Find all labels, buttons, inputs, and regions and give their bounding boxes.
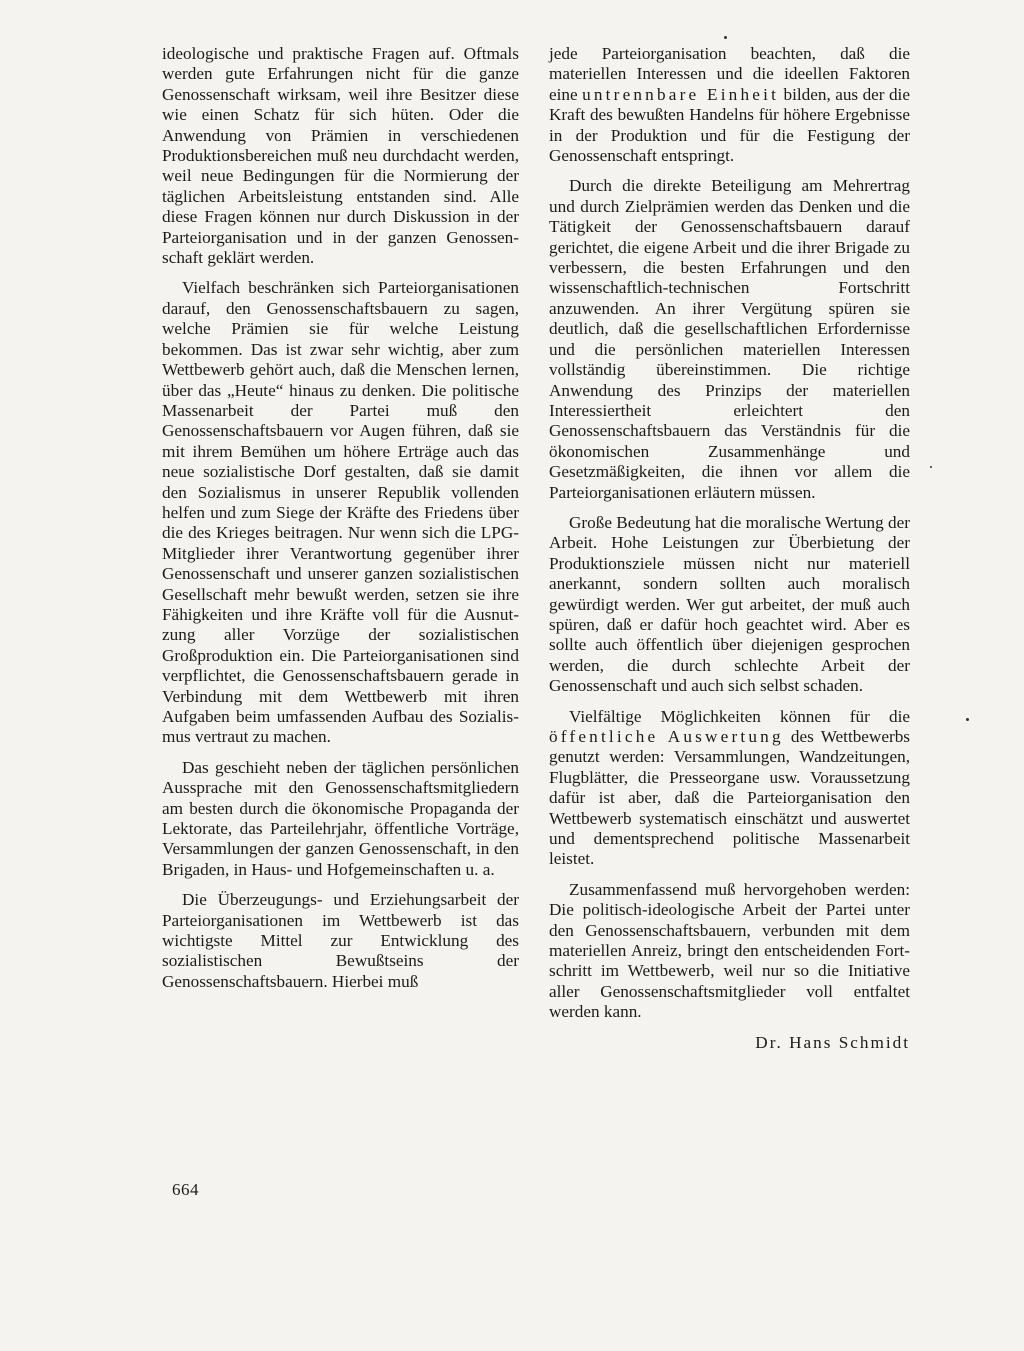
print-speck <box>966 718 969 721</box>
paragraph: Große Bedeutung hat die moralische Wertung der Arbeit. Hohe Leistungen zur Überbietung der Produktionsziele müssen nicht nur materiell anerkannt, sondern sollten auch moralisch gewürdigt werden. Wer gut arbeitet, der muß auch spüren, daß er dafür hoch geachtet wird. Aber es sollte auch öffentlich über diejenigen gesprochen werden, die durch schlechte Arbeit der Genossenschaft und auch sich selbst schaden. <box>549 512 910 696</box>
paragraph: ideologische und praktische Fragen auf. Oftmals werden gute Erfahrungen nicht für die ganze Genossenschaft wirksam, weil ihre Besitzer diese wie einen Schatz für sich hüten. Oder die Anwendung von Prämien in verschiedenen Produktionsbereichen muß neu durchdacht werden, weil neue Bedingungen für die Normierung der täglichen Arbeitsleistung entstanden sind. Alle diese Fragen können nur durch Diskussion in der Parteiorganisation und in der ganzen Genossenschaft geklärt werden. <box>162 44 519 268</box>
paragraph <box>549 707 910 870</box>
paragraph: Die Überzeugungs- und Erziehungsarbeit der Parteiorganisationen im Wettbewerb ist das wichtigste Mittel zur Entwicklung des sozialistischen Bewußtseins der Genossenschaftsbauern. Hierbei muß <box>162 890 519 991</box>
emphasis-spaced: öffentliche Auswertung <box>549 727 784 746</box>
author-signature: Dr. Hans Schmidt <box>755 1032 910 1052</box>
paragraph: Vielfach beschränken sich Parteiorganisationen darauf, den Genossenschaftsbauern zu sagen, welche Prämien sie für welche Leistung bekommen. Das ist zwar sehr wichtig, aber zum Wettbewerb gehört auch, daß die Menschen lernen, über das „Heute“ hinaus zu denken. Die politische Massenarbeit der Partei muß den Genossenschaftsbauern vor Augen führen, daß sie mit ihrem Bemühen um höhere Erträge auch das neue sozialistische Dorf gestalten, daß sie damit den Sozialismus in unserer Republik vollenden helfen und zum Siege der Kräfte des Friedens über die des Krieges beitragen. Nur wenn sich die LPG-Mitglieder ihrer Verantwortung gegenüber ihrer Genossenschaft und unserer ganzen sozialistischen Gesellschaft mehr bewußt werden, setzen sie ihre Fähigkeiten und ihre Kräfte voll für die Ausnutzung aller Vorzüge der sozialistischen Großproduktion ein. Die Parteiorganisationen sind verpflichtet, die Genossenschaftsbauern gerade in Verbindung mit dem Wettbewerb mit ihren Aufgaben beim umfassenden Aufbau des Sozialismus vertraut zu machen. <box>162 278 519 747</box>
text-run: jede Parteiorganisation beachten, daß die materiellen Interessen und die ideellen Faktoren eine <box>549 44 910 104</box>
print-speck <box>930 466 932 468</box>
paragraph <box>549 44 910 166</box>
page-number: 664 <box>172 1180 199 1199</box>
paragraph: Das geschieht neben der täglichen persönlichen Aussprache mit den Genossenschaftsmitgliedern am besten durch die ökonomische Propaganda der Lektorate, das Parteilehrjahr, öffentliche Vorträge, Versammlungen der ganzen Genossenschaft, in den Brigaden, in Haus- und Hofgemeinschaften u. a. <box>162 757 519 879</box>
text-run: des Wettbewerbs genutzt werden: Versammlungen, Wandzeitungen, Flugblätter, die Presseorgane usw. Voraussetzung dafür ist aber, daß die Parteiorganisation den Wettbewerb systematisch einschätzt und auswertet und dementsprechend politische Massenarbeit leistet. <box>549 727 910 869</box>
right-column <box>549 44 910 1063</box>
emphasis-spaced: untrennbare Einheit <box>582 84 780 104</box>
paragraph: Zusammenfassend muß hervorgehoben werden: Die politisch-ideologische Arbeit der Partei unter den Genossenschaftsbauern, verbunden mit dem materiellen Anreiz, bringt den entscheidenden Fortschritt im Wettbewerb, weil nur so die Initiative aller Genossenschaftsmitglieder voll entfaltet werden kann. <box>549 879 910 1022</box>
left-column <box>162 44 519 1002</box>
text-run: Vielfältige Möglichkeiten können für die <box>569 706 910 726</box>
text-run: bilden, aus der die Kraft des bewußten Handelns für höhere Ergebnisse in der Produktion und für die Festigung der Genossenschaft entspringt. <box>549 84 910 166</box>
paragraph: Durch die direkte Beteiligung am Mehrertrag und durch Zielprämien werden das Denken und die Tätigkeit der Genossenschaftsbauern darauf gerichtet, die eigene Arbeit und die ihrer Brigade zu verbessern, die besten Erfahrungen und den wissenschaftlich-technischen Fortschritt anzuwenden. An ihrer Vergütung spüren sie deutlich, daß die gesellschaftlichen Erfordernisse und die persönlichen materiellen Interessen vollständig übereinstimmen. Die richtige Anwendung des Prinzips der materiellen Interessiertheit erleichtert den Genossenschaftsbauern das Verständnis für die ökonomischen Zusammenhänge und Gesetzmäßigkeiten, die ihnen vor allem die Parteiorganisationen erläutern müssen. <box>549 176 910 502</box>
print-speck <box>724 36 727 39</box>
